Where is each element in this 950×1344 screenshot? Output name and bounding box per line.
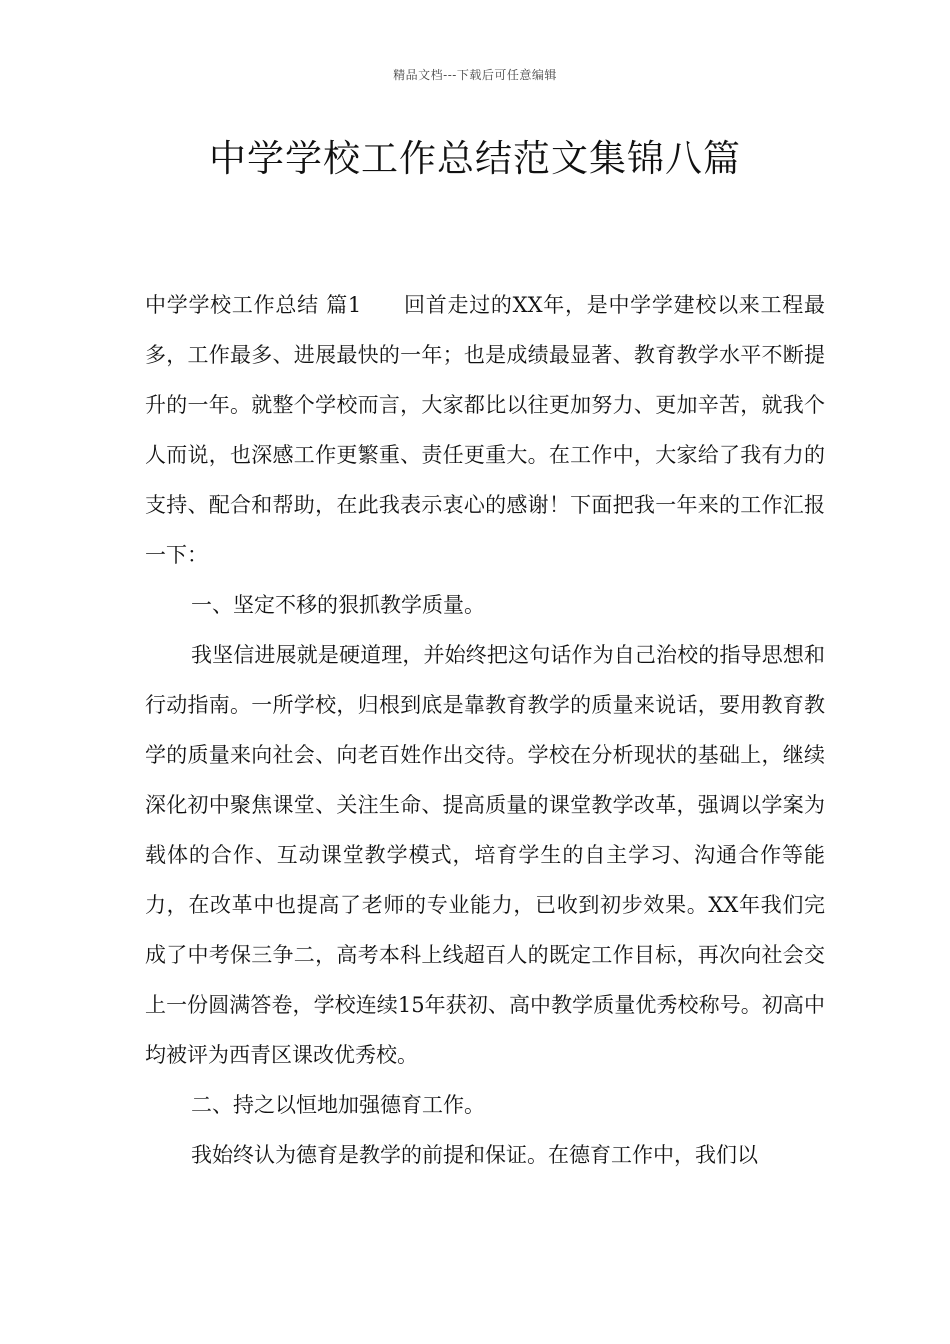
document-body <box>145 280 825 1180</box>
intro-paragraph <box>145 280 825 580</box>
header-note: 精品文档---下载后可任意编辑 <box>393 68 557 82</box>
section-heading-2: 二、持之以恒地加强德育工作。 <box>191 1093 485 1117</box>
section-heading-1: 一、坚定不移的狠抓教学质量。 <box>191 593 485 617</box>
intro-text: 回首走过的XX年，是中学学建校以来工程最多，工作最多、进展最快的一年；也是成绩最显著、教育教学水平不断提升的一年。就整个学校而言，大家都比以往更加努力、更加辛苦，就我个人而说，也深感工作更繁重、责任更重大。在工作中，大家给了我有力的支持、配合和帮助，在此我表示衷心的感谢！下面把我一年来的工作汇报一下： <box>145 293 825 567</box>
document-title: 中学学校工作总结范文集锦八篇 <box>209 137 741 180</box>
paragraph-2: 我始终认为德育是教学的前提和保证。在德育工作中，我们以 <box>191 1143 758 1167</box>
section-label: 中学学校工作总结 篇1 <box>145 293 362 317</box>
paragraph-1: 我坚信进展就是硬道理，并始终把这句话作为自己治校的指导思想和行动指南。一所学校，归根到底是靠教育教学的质量来说话，要用教育教学的质量来向社会、向老百姓作出交待。学校在分析现状的基础上，继续深化初中聚焦课堂、关注生命、提高质量的课堂教学改革，强调以学案为载体的合作、互动课堂教学模式，培育学生的自主学习、沟通合作等能力，在改革中也提高了老师的专业能力，已收到初步效果。XX年我们完成了中考保三争二，高考本科上线超百人的既定工作目标，再次向社会交上一份圆满答卷，学校连续15年获初、高中教学质量优秀校称号。初高中均被评为西青区课改优秀校。 <box>145 643 825 1067</box>
